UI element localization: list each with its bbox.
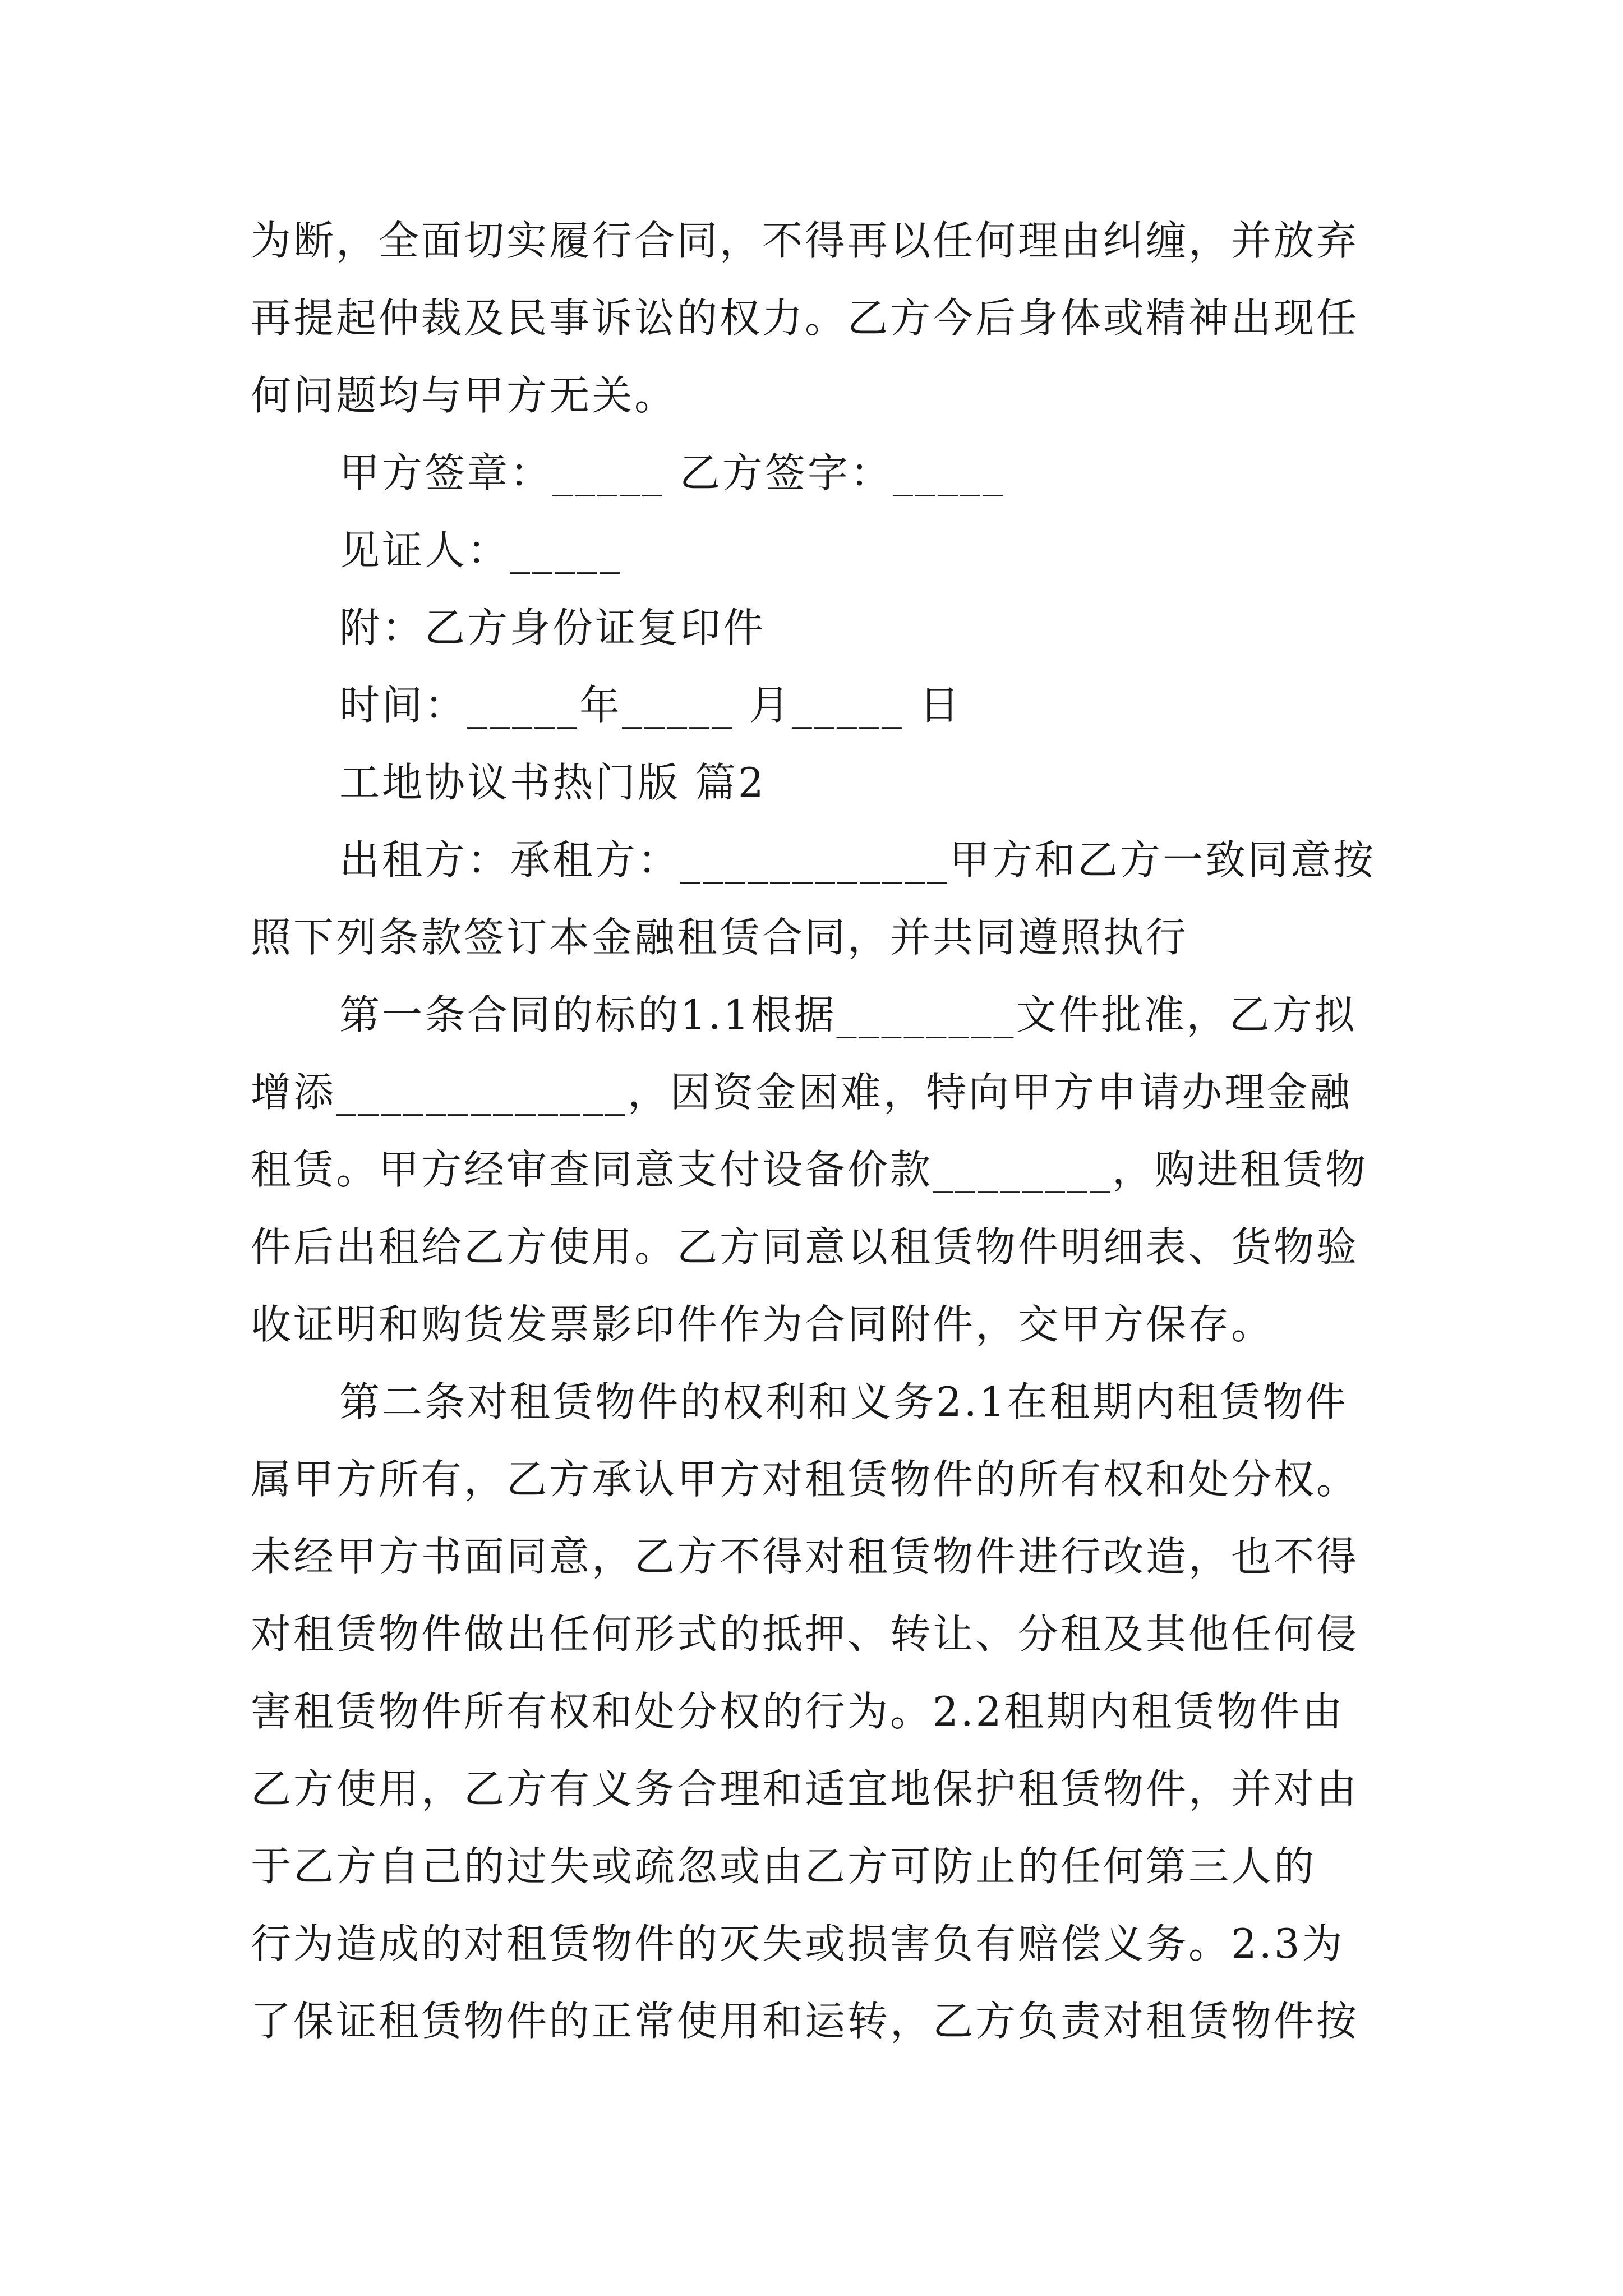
text-line: 害租赁物件所有权和处分权的行为。2.2租期内租赁物件由 <box>251 1688 1345 1735</box>
text-line: 为断，全面切实履行合同，不得再以任何理由纠缠，并放弃 <box>251 217 1359 264</box>
document-body <box>251 202 1389 2060</box>
text-line: 租赁。甲方经审查同意支付设备价款________，购进租赁物 <box>251 1146 1368 1193</box>
text-line: 时间：_____年_____ 月_____ 日 <box>339 682 962 729</box>
text-line: 于乙方自己的过失或疏忽或由乙方可防止的任何第三人的 <box>251 1843 1317 1890</box>
text-line: 未经甲方书面同意，乙方不得对租赁物件进行改造，也不得 <box>251 1533 1359 1580</box>
text-line: 何问题均与甲方无关。 <box>251 372 677 419</box>
text-line: 工地协议书热门版 篇2 <box>339 759 766 806</box>
text-line: 见证人：_____ <box>339 527 623 574</box>
text-line: 乙方使用，乙方有义务合理和适宜地保护租赁物件，并对由 <box>251 1765 1359 1812</box>
text-line: 对租赁物件做出任何形式的抵押、转让、分租及其他任何侵 <box>251 1611 1359 1658</box>
text-line: 属甲方所有，乙方承认甲方对租赁物件的所有权和处分权。 <box>251 1456 1359 1503</box>
text-line: 了保证租赁物件的正常使用和运转，乙方负责对租赁物件按 <box>251 1998 1359 2045</box>
text-line: 第二条对租赁物件的权利和义务2.1在租期内租赁物件 <box>339 1378 1348 1425</box>
text-line: 收证明和购货发票影印件作为合同附件，交甲方保存。 <box>251 1301 1274 1348</box>
text-line: 甲方签章：_____ 乙方签字：_____ <box>339 449 1005 496</box>
text-line: 附：乙方身份证复印件 <box>339 604 766 651</box>
text-line: 行为造成的对租赁物件的灭失或损害负有赔偿义务。2.3为 <box>251 1920 1345 1967</box>
text-line: 件后出租给乙方使用。乙方同意以租赁物件明细表、货物验 <box>251 1223 1359 1271</box>
text-line: 照下列条款签订本金融租赁合同，并共同遵照执行 <box>251 914 1189 961</box>
text-line: 再提起仲裁及民事诉讼的权力。乙方今后身体或精神出现任 <box>251 295 1359 342</box>
text-line: 第一条合同的标的1.1根据________文件批准，乙方拟 <box>339 991 1357 1038</box>
text-line: 出租方：承租方：____________甲方和乙方一致同意按 <box>339 836 1376 884</box>
text-line: 增添_____________，因资金困难，特向甲方申请办理金融 <box>251 1069 1353 1116</box>
